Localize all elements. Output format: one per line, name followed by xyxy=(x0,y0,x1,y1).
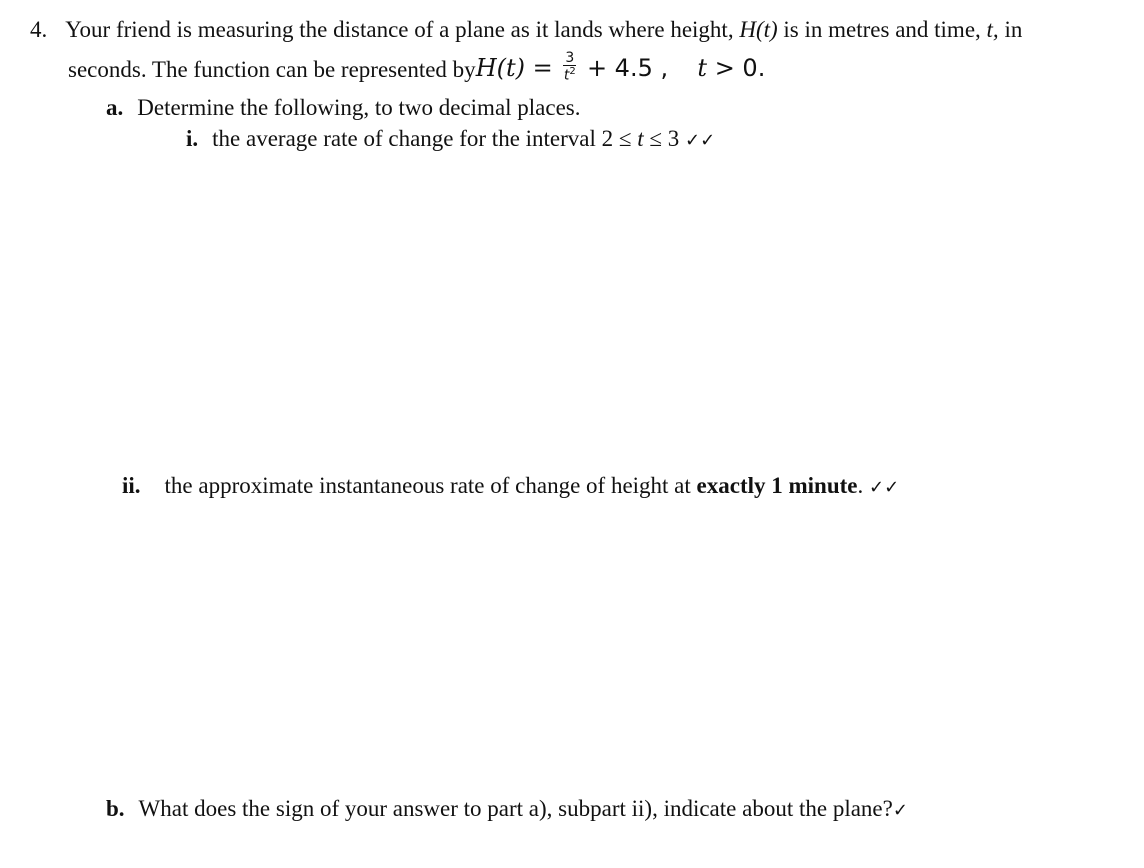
question-intro-line-2 xyxy=(68,52,765,86)
function-expression xyxy=(475,50,766,85)
question-number: 4. xyxy=(30,17,48,42)
subpart-i-var: t xyxy=(637,126,644,151)
subpart-i-text: the average rate of change for the interval 2 ≤ xyxy=(212,126,638,151)
intro-var-t: t, xyxy=(986,17,999,42)
intro-text-2: seconds. The function can be represented by xyxy=(68,56,476,82)
part-b-text: What does the sign of your answer to part a), subpart ii), indicate about the plane? xyxy=(138,796,893,821)
subpart-i-marks: ✓✓ xyxy=(685,130,716,151)
intro-text-1: Your friend is measuring the distance of a plane as it lands where height, xyxy=(65,17,740,42)
function-lhs: H(t) = xyxy=(475,54,553,82)
part-a xyxy=(106,96,581,119)
function-fraction xyxy=(563,51,576,83)
subpart-i-label: i. xyxy=(186,126,199,151)
intro-text-mid: is in metres and time, xyxy=(777,17,987,42)
condition-var: t xyxy=(697,54,708,82)
subpart-i xyxy=(186,127,715,150)
question-intro-line-1 xyxy=(30,18,1022,41)
part-a-text: Determine the following, to two decimal places. xyxy=(137,95,581,120)
fraction-denominator: $t^2$ xyxy=(563,66,576,84)
subpart-ii-text-end: . xyxy=(857,473,864,498)
function-condition: > 0. xyxy=(714,54,766,82)
part-a-label: a. xyxy=(106,95,124,120)
part-b-marks: ✓ xyxy=(892,800,908,821)
intro-var-H: H(t) xyxy=(739,17,778,42)
intro-text-end: in xyxy=(998,17,1023,42)
subpart-ii-label: ii. xyxy=(122,473,141,498)
subpart-i-text-end: ≤ 3 xyxy=(643,126,680,151)
subpart-ii-text: the approximate instantaneous rate of change of height at xyxy=(164,473,697,498)
subpart-ii-marks: ✓✓ xyxy=(869,477,900,498)
part-b-label: b. xyxy=(106,796,125,821)
function-rhs: + 4.5 , xyxy=(586,54,669,82)
part-b xyxy=(106,797,908,820)
subpart-ii xyxy=(122,474,899,497)
subpart-ii-bold: exactly 1 minute xyxy=(696,473,858,498)
fraction-numerator: 3 xyxy=(565,50,575,67)
